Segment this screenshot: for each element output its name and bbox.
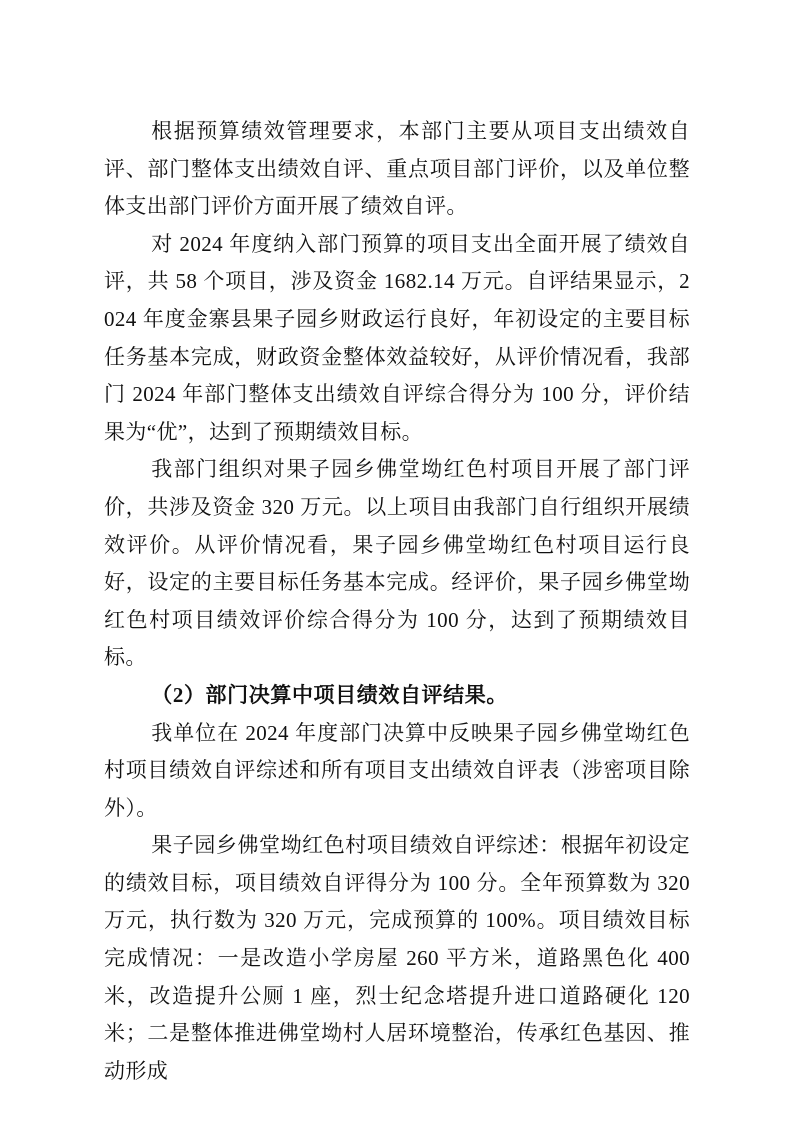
paragraph-project-summary-details: 果子园乡佛堂坳红色村项目绩效自评综述：根据年初设定的绩效目标，项目绩效自评得分为 100 分。全年预算数为 320 万元，执行数为 320 万元，完成预算的 100%。项目绩效目标完成情况：一是改造小学房屋 260 平方米，道路黑色化 400 米，改造提升公厕 1 座，烈士纪念塔提升进口道路硬化 120 米；二是整体推进佛堂坳村人居环境整治，传承红色基因、推动形成: [104, 833, 690, 1083]
paragraph-final-accounts-reflection: 我单位在 2024 年度部门决算中反映果子园乡佛堂坳红色村项目绩效自评综述和所有项目支出绩效自评表（涉密项目除外）。: [104, 720, 690, 820]
paragraph-project-self-evaluation-result: 对 2024 年度纳入部门预算的项目支出全面开展了绩效自评，共 58 个项目，涉及资金 1682.14 万元。自评结果显示，2024 年度金寨县果子园乡财政运行良好，年初设定的主要目标任务基本完成，财政资金整体效益较好，从评价情况看，我部门 2024 年部门整体支出绩效自评综合得分为 100 分，评价结果为“优”，达到了预期绩效目标。: [104, 231, 690, 444]
paragraph-performance-evaluation-scope: 根据预算绩效管理要求，本部门主要从项目支出绩效自评、部门整体支出绩效自评、重点项目部门评价，以及单位整体支出部门评价方面开展了绩效自评。: [104, 119, 690, 219]
heading-final-accounts-self-evaluation: （2）部门决算中项目绩效自评结果。: [151, 682, 508, 707]
document-body: [104, 113, 690, 1090]
paragraph-department-evaluation-red-village: 我部门组织对果子园乡佛堂坳红色村项目开展了部门评价，共涉及资金 320 万元。以上项目由我部门自行组织开展绩效评价。从评价情况看，果子园乡佛堂坳红色村项目运行良好，设定的主要目标任务基本完成。经评价，果子园乡佛堂坳红色村项目绩效评价综合得分为 100 分，达到了预期绩效目标。: [104, 457, 690, 670]
